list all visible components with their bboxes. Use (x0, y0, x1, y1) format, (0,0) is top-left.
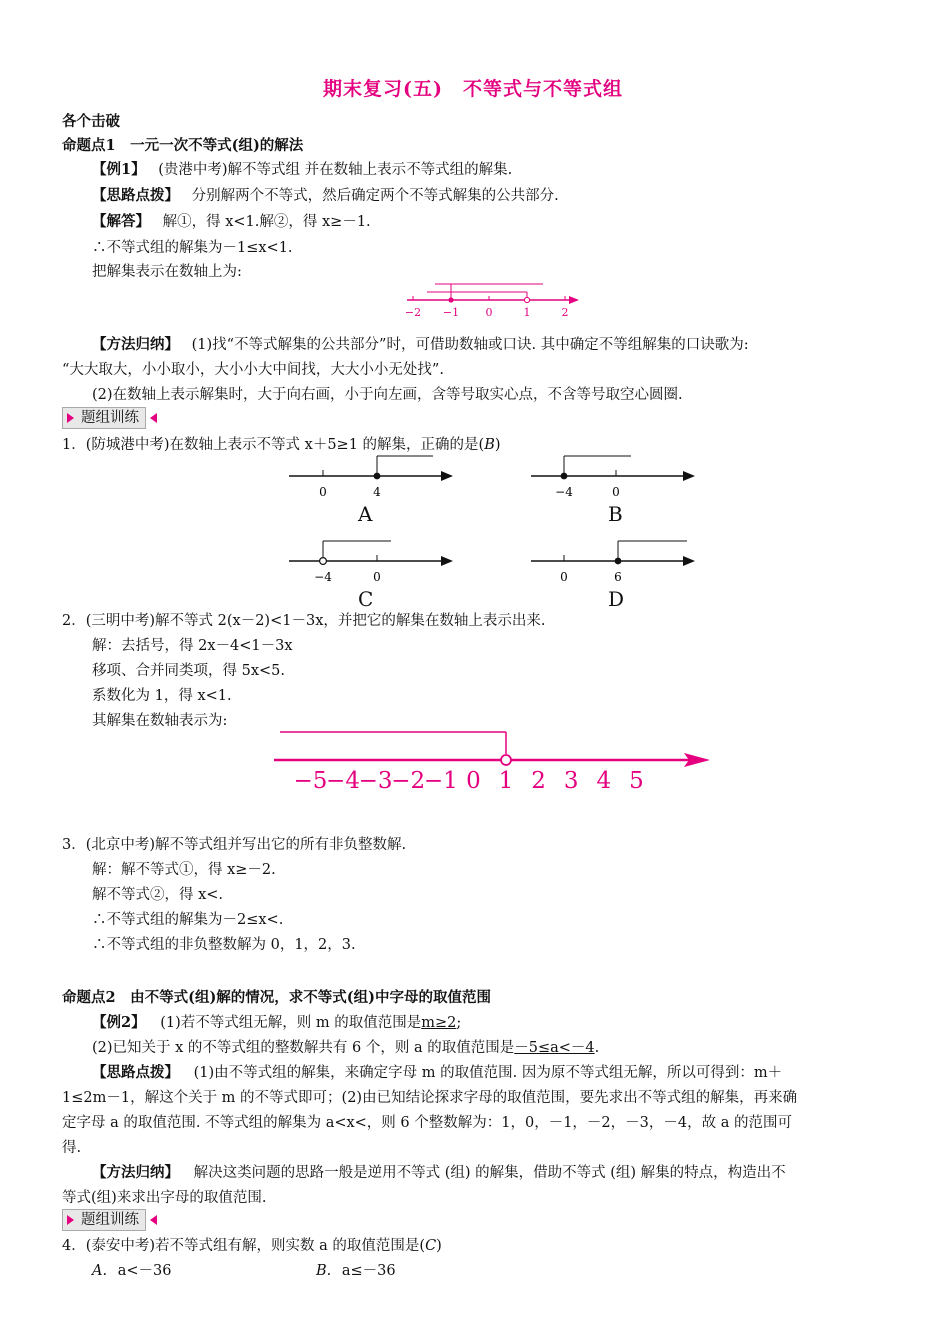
training-band-1 (62, 407, 146, 429)
q1-stem: 1．(防城港中考)在数轴上表示不等式 x＋5≥1 的解集，正确的是( (62, 437, 485, 453)
hint2-text1: (1)由不等式组的解集，来确定字母 m 的取值范围. 因为原不等式组无解，所以可得到：m＋ (193, 1065, 783, 1081)
q3-stem: 3．(北京中考)解不等式组并写出它的所有非负整数解. (62, 837, 407, 853)
band-right-triangle-icon (150, 413, 157, 423)
q1-option-b-label[interactable]: B (608, 502, 623, 526)
tick-label: 6 (614, 570, 622, 584)
q4-stem: 4．(泰安中考)若不等式组有解，则实数 a 的取值范围是( (62, 1238, 426, 1254)
method1-line2: “大大取大，小小取小，大小小大中间找，大大小小无处找”. (62, 362, 444, 378)
q4-option-a-label: A. (92, 1263, 108, 1279)
band-left-triangle-icon (67, 413, 74, 423)
hint2-line1 (92, 1063, 782, 1083)
method2-line1 (92, 1163, 786, 1183)
open-point (320, 558, 327, 565)
tick-label: 0 (612, 485, 620, 499)
represent1-text: 把解集表示在数轴上为: (92, 264, 242, 280)
example2-part1-end: ; (456, 1015, 462, 1031)
q2-number-line (270, 722, 715, 794)
hint2-line3: 定字母 a 的取值范围. 不等式组的解集为 a<x<，则 6 个整数解为：1，0，－1，－2，－3，－4，故 a 的范围可 (62, 1115, 792, 1131)
q1-option-d-number-line (527, 535, 699, 585)
hint2-line4: 得. (62, 1140, 82, 1156)
answer1-tag: 【解答】 (92, 213, 150, 230)
tick-label: −1 (423, 768, 458, 794)
topic1-heading: 命题点1 一元一次不等式(组)的解法 (62, 137, 304, 154)
band-right-triangle-icon (150, 1215, 157, 1225)
tick-label: −4 (314, 570, 332, 584)
axis-arrow (569, 296, 579, 304)
page-title: 期末复习(五) 不等式与不等式组 (323, 78, 623, 100)
method2-line2: 等式(组)来求出字母的取值范围. (62, 1190, 267, 1206)
method1-line1 (92, 335, 749, 355)
example1-line (92, 160, 512, 180)
example1-number-line (395, 278, 595, 320)
tick-label: 3 (563, 768, 579, 794)
axis-arrow (441, 556, 453, 566)
training-label: 题组训练 (81, 1212, 139, 1228)
axis-arrow (683, 556, 695, 566)
example2-part1-line (92, 1013, 461, 1033)
q1-option-b-number-line (527, 450, 699, 500)
q3-line3: ∴不等式组的解集为－2≤x<. (92, 912, 284, 928)
tick-label: 0 (560, 570, 568, 584)
method1-text1: (1)找“不等式解集的公共部分”时，可借助数轴或口诀. 其中确定不等组解集的口诀歌为: (191, 337, 749, 353)
q4-option-b-text: a≤－36 (341, 1263, 396, 1279)
tick-label: 4 (596, 768, 612, 794)
q4-answer: C (425, 1238, 437, 1254)
tick-label: 1 (523, 306, 531, 319)
example1-text: (贵港中考)解不等式组 并在数轴上表示不等式组的解集. (158, 162, 513, 178)
tick-label: −5 (293, 768, 328, 794)
example2-tag: 【例2】 (92, 1014, 146, 1031)
q2-stem: 2．(三明中考)解不等式 2(x－2)<1－3x，并把它的解集在数轴上表示出来. (62, 613, 546, 629)
tick-label: 1 (498, 768, 514, 794)
q4-stem-line (62, 1236, 442, 1256)
hint1-text: 分别解两个不等式，然后确定两个不等式解集的公共部分. (191, 188, 559, 204)
band-left-triangle-icon (67, 1215, 74, 1225)
open-point (501, 755, 511, 765)
q4-option-a[interactable] (92, 1261, 171, 1281)
example2-part1-answer: m≥2 (421, 1015, 457, 1031)
tick-label: −1 (442, 306, 460, 319)
example2-part2-line (92, 1038, 599, 1058)
q1-option-c-label[interactable]: C (358, 587, 374, 611)
q2-line1: 解：去括号，得 2x－4<1－3x (92, 638, 293, 654)
q1-option-a-number-line (285, 450, 457, 500)
hint1-line (92, 186, 559, 206)
closed-point (615, 558, 622, 565)
axis-arrow (441, 471, 453, 481)
q4-close: ) (436, 1238, 442, 1254)
q3-line1: 解：解不等式①，得 x≥－2. (92, 862, 276, 878)
topic2-heading: 命题点2 由不等式(组)解的情况，求不等式(组)中字母的取值范围 (62, 989, 492, 1006)
q2-line2: 移项、合并同类项，得 5x<5. (92, 663, 285, 679)
tick-label: 0 (373, 570, 381, 584)
axis-arrow (683, 471, 695, 481)
example2-part1-text: (1)若不等式组无解，则 m 的取值范围是 (160, 1015, 422, 1031)
training-band-2 (62, 1209, 146, 1231)
q1-option-a-label[interactable]: A (358, 502, 373, 526)
method1-tag: 【方法归纳】 (92, 336, 179, 353)
tick-label: 5 (629, 768, 644, 794)
section-heading: 各个击破 (62, 113, 120, 130)
tick-label: 0 (485, 306, 493, 319)
q1-close: ) (494, 437, 501, 453)
q2-line4: 其解集在数轴表示为: (92, 713, 228, 729)
q3-line4: ∴不等式组的非负整数解为 0，1，2，3. (92, 937, 356, 953)
tick-label: −4 (326, 768, 360, 794)
example2-part2-answer: －5≤a<－4 (514, 1040, 595, 1056)
tick-label: −3 (358, 768, 393, 794)
tick-label: 2 (531, 768, 546, 794)
hint1-tag: 【思路点拨】 (92, 187, 179, 204)
open-point (524, 297, 529, 302)
answer1-text: 解①，得 x<1.解②，得 x≥－1. (162, 214, 371, 230)
q1-option-c-number-line (285, 535, 457, 585)
tick-label: −4 (555, 485, 573, 499)
closed-point (448, 297, 453, 302)
method1-line3: (2)在数轴上表示解集时，大于向右画，小于向左画，含等号取实心点，不含等号取空心圆圈. (92, 387, 683, 403)
hint2-line2: 1≤2m－1，解这个关于 m 的不等式即可；(2)由已知结论探求字母的取值范围，要先求出不等式组的解集，再来确 (62, 1090, 798, 1106)
q1-answer: B (484, 437, 495, 453)
closed-point (561, 473, 568, 480)
hint2-tag: 【思路点拨】 (92, 1064, 179, 1081)
method2-tag: 【方法归纳】 (92, 1164, 179, 1181)
tick-label: −2 (404, 306, 422, 319)
closed-point (374, 473, 381, 480)
example2-part2-text: (2)已知关于 x 的不等式组的整数解共有 6 个，则 a 的取值范围是 (92, 1040, 515, 1056)
tick-label: 0 (319, 485, 327, 499)
q3-line2: 解不等式②，得 x<. (92, 887, 224, 903)
conclusion1: ∴不等式组的解集为－1≤x<1. (92, 240, 293, 256)
method2-text1: 解决这类问题的思路一般是逆用不等式 (组) 的解集，借助不等式 (组) 解集的特点，构造出不 (193, 1165, 786, 1181)
tick-label: 4 (373, 485, 381, 499)
tick-label: −2 (391, 768, 426, 794)
q4-option-b[interactable] (316, 1261, 396, 1281)
q2-line3: 系数化为 1，得 x<1. (92, 688, 232, 704)
example1-tag: 【例1】 (92, 161, 146, 178)
q4-option-b-label: B. (316, 1263, 332, 1279)
q1-option-d-label[interactable]: D (608, 587, 625, 611)
training-label: 题组训练 (81, 410, 139, 426)
tick-label: 0 (466, 768, 481, 794)
answer1-line (92, 212, 371, 232)
example2-part2-end: . (594, 1040, 600, 1056)
tick-label: 2 (561, 306, 569, 319)
q4-option-a-text: a<－36 (117, 1263, 172, 1279)
